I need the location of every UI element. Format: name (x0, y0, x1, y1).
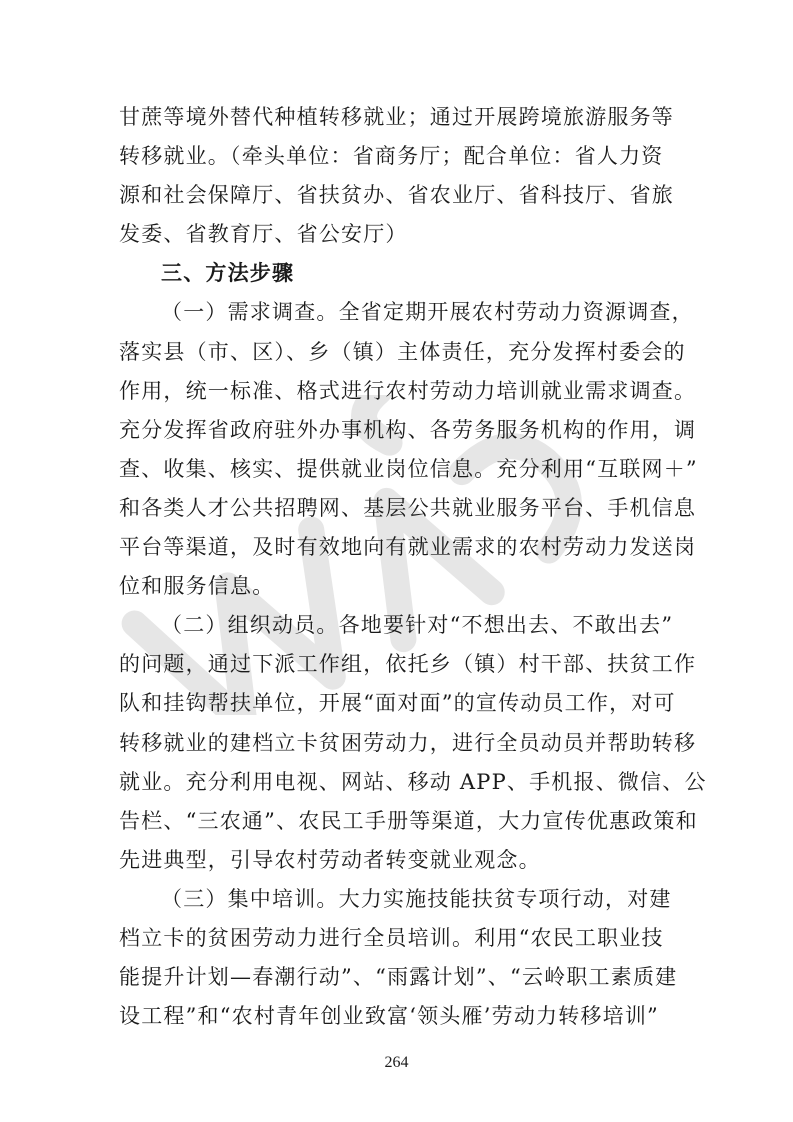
text-line: 能提升计划—春潮行动”、“雨露计划”、“云岭职工素质建 (119, 965, 678, 990)
text-line: 和各类人才公共招聘网、基层公共就业服务平台、手机信息 (119, 495, 697, 520)
text-line: 队和挂钩帮扶单位，开展“面对面”的宣传动员工作，对可 (119, 691, 676, 716)
text-line: 位和服务信息。 (119, 574, 275, 599)
text-line: 告栏、“三农通”、农民工手册等渠道，大力宣传优惠政策和 (119, 808, 698, 833)
body-text (119, 98, 707, 1036)
text-line: 的问题，通过下派工作组，依托乡（镇）村干部、扶贫工作 (119, 652, 697, 677)
text-line: 平台等渠道，及时有效地向有就业需求的农村劳动力发送岗 (119, 535, 697, 560)
text-line: （三）集中培训。大力实施技能扶贫专项行动，对建 (161, 886, 672, 911)
text-line: 转移就业的建档立卡贫困劳动力，进行全员动员并帮助转移 (119, 730, 697, 755)
text-line: 甘蔗等境外替代种植转移就业；通过开展跨境旅游服务等 (119, 105, 674, 129)
text-line: 源和社会保障厅、省扶贫办、省农业厅、省科技厅、省旅 (119, 183, 674, 208)
text-line: 先进典型，引导农村劳动者转变就业观念。 (119, 847, 541, 872)
text-line: （二）组织动员。各地要针对“不想出去、不敢出去” (161, 613, 674, 638)
text-line: 查、收集、核实、提供就业岗位信息。充分利用“互联网＋” (119, 456, 698, 481)
section-heading: 三、方法步骤 (161, 261, 295, 286)
text-line: 就业。充分利用电视、网站、移动 APP、手机报、微信、公 (119, 769, 707, 794)
text-line: 档立卡的贫困劳动力进行全员培训。利用“农民工职业技 (119, 925, 664, 950)
text-line: 充分发挥省政府驻外办事机构、各劳务服务机构的作用，调 (119, 417, 697, 442)
text-line: 落实县（市、区）、乡（镇）主体责任，充分发挥村委会的 (119, 339, 686, 364)
text-line: 转移就业。（牵头单位：省商务厅；配合单位：省人力资 (119, 144, 664, 169)
text-line: 作用，统一标准、格式进行农村劳动力培训就业需求调查。 (119, 378, 697, 403)
text-line: （一）需求调查。全省定期开展农村劳动力资源调查， (161, 300, 694, 325)
text-line: 设工程”和“农村青年创业致富‘领头雁’劳动力转移培训” (119, 1004, 659, 1029)
text-line: 发委、省教育厅、省公安厅） (119, 222, 408, 247)
page-number: 264 (384, 1054, 409, 1071)
